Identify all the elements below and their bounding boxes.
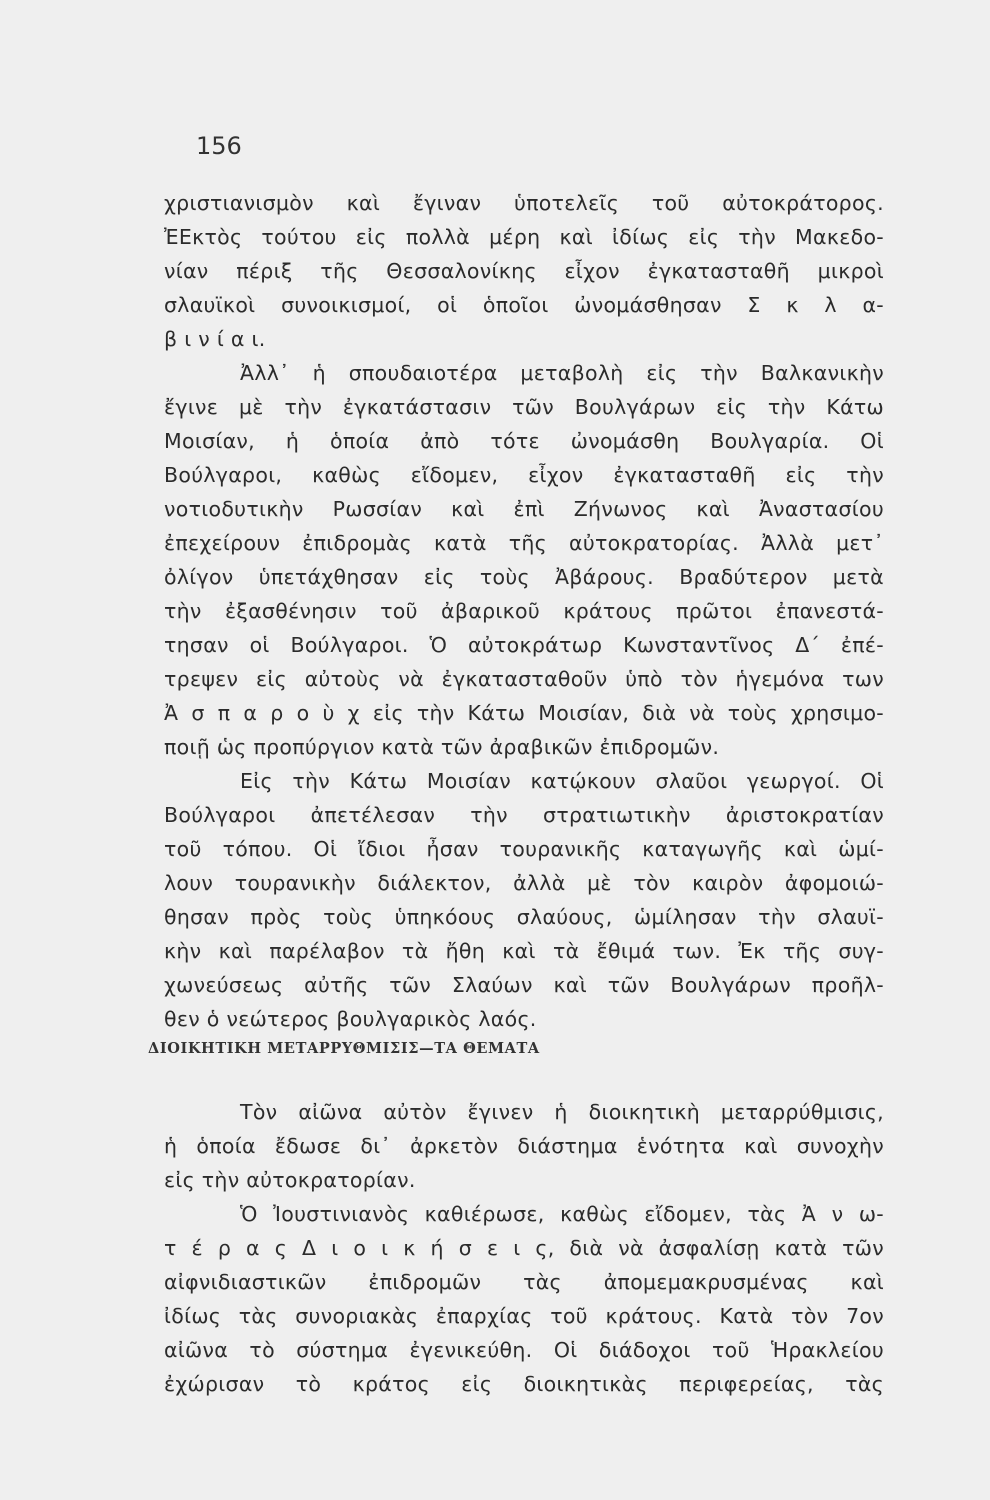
- text-line: κὴν καὶ παρέλαβον τὰ ἤθη καὶ τὰ ἔθιμά των. Ἐκ τῆς συγ-: [164, 939, 884, 963]
- text-line: ἡ ὁποία ἔδωσε δι᾿ ἀρκετὸν διάστημα ἑνότητα καὶ συνοχὴν: [164, 1134, 884, 1158]
- text-line: ποιῇ ὡς προπύργιον κατὰ τῶν ἀραβικῶν ἐπιδρομῶν.: [164, 735, 720, 759]
- text-line: τησαν οἱ Βούλγαροι. Ὁ αὐτοκράτωρ Κωνσταντῖνος Δ΄ ἐπέ-: [164, 633, 884, 657]
- page-number: 156: [196, 132, 242, 160]
- text-line: νοτιοδυτικὴν Ρωσσίαν καὶ ἐπὶ Ζήνωνος καὶ Ἀναστασίου: [164, 497, 884, 521]
- text-line: Μοισίαν, ἡ ὁποία ἀπὸ τότε ὠνομάσθη Βουλγαρία. Οἱ: [164, 429, 884, 453]
- text-line: νίαν πέριξ τῆς Θεσσαλονίκης εἶχον ἐγκατασταθῆ μικροὶ: [164, 259, 884, 283]
- text-line: ἘΕκτὸς τούτου εἰς πολλὰ μέρη καὶ ἰδίως εἰς τὴν Μακεδο-: [164, 225, 884, 249]
- text-line: Εἰς τὴν Κάτω Μοισίαν κατῴκουν σλαῦοι γεωργοί. Οἱ: [240, 769, 884, 793]
- text-line: τ έ ρ α ς Δ ι ο ι κ ή σ ε ι ς, διὰ νὰ ἀσφαλίσῃ κατὰ τῶν: [164, 1236, 884, 1260]
- text-line: χωνεύσεως αὐτῆς τῶν Σλαύων καὶ τῶν Βουλγάρων προῆλ-: [164, 973, 884, 997]
- text-line: τοῦ τόπου. Οἱ ἴδιοι ἦσαν τουρανικῆς καταγωγῆς καὶ ὡμί-: [164, 837, 884, 861]
- text-line: αἰῶνα τὸ σύστημα ἐγενικεύθη. Οἱ διάδοχοι τοῦ Ἡρακλείου: [164, 1338, 884, 1362]
- text-line: θεν ὁ νεώτερος βουλγαρικὸς λαός.: [164, 1007, 537, 1031]
- text-line: τρεψεν εἰς αὐτοὺς νὰ ἐγκατασταθοῦν ὑπὸ τὸν ἡγεμόνα των: [164, 667, 884, 691]
- text-line: Βούλγαροι ἀπετέλεσαν τὴν στρατιωτικὴν ἀριστοκρατίαν: [164, 803, 884, 827]
- text-line: ἐπεχείρουν ἐπιδρομὰς κατὰ τῆς αὐτοκρατορίας. Ἀλλὰ μετ᾿: [164, 531, 884, 555]
- text-line: Ἀ σ π α ρ ο ὺ χ εἰς τὴν Κάτω Μοισίαν, διὰ νὰ τοὺς χρησιμο-: [164, 701, 884, 725]
- text-line: χριστιανισμὸν καὶ ἔγιναν ὑποτελεῖς τοῦ αὐτοκράτορος.: [164, 191, 884, 215]
- second-text-block: [164, 1095, 884, 1401]
- text-line: β ι ν ί α ι.: [164, 327, 266, 351]
- text-line: Ὁ Ἰουστινιανὸς καθιέρωσε, καθὼς εἴδομεν, τὰς Ἀ ν ω-: [240, 1202, 884, 1226]
- text-line: ἐχώρισαν τὸ κράτος εἰς διοικητικὰς περιφερείας, τὰς: [164, 1372, 884, 1396]
- main-text-block: [164, 186, 884, 1036]
- text-line: ὀλίγον ὑπετάχθησαν εἰς τοὺς Ἀβάρους. Βραδύτερον μετὰ: [164, 565, 884, 589]
- text-line: λουν τουρανικὴν διάλεκτον, ἀλλὰ μὲ τὸν καιρὸν ἀφομοιώ-: [164, 871, 884, 895]
- text-line: Βούλγαροι, καθὼς εἴδομεν, εἶχον ἐγκατασταθῆ εἰς τὴν: [164, 463, 884, 487]
- text-line: εἰς τὴν αὐτοκρατορίαν.: [164, 1168, 416, 1192]
- section-heading: ΔΙΟΙΚΗΤΙΚΗ ΜΕΤΑΡΡΥΘΜΙΣΙΣ—ΤΑ ΘΕΜΑΤΑ: [148, 1040, 540, 1057]
- text-line: Ἀλλ᾿ ἡ σπουδαιοτέρα μεταβολὴ εἰς τὴν Βαλκανικὴν: [240, 361, 884, 385]
- text-line: Τὸν αἰῶνα αὐτὸν ἔγινεν ἡ διοικητικὴ μεταρρύθμισις,: [240, 1100, 884, 1124]
- text-line: αἰφνιδιαστικῶν ἐπιδρομῶν τὰς ἀπομεμακρυσμένας καὶ: [164, 1270, 884, 1294]
- text-line: θησαν πρὸς τοὺς ὑπηκόους σλαύους, ὡμίλησαν τὴν σλαυϊ-: [164, 905, 884, 929]
- text-line: σλαυϊκοὶ συνοικισμοί, οἱ ὁποῖοι ὠνομάσθησαν Σ κ λ α-: [164, 293, 884, 317]
- text-line: τὴν ἐξασθένησιν τοῦ ἀβαρικοῦ κράτους πρῶτοι ἐπανεστά-: [164, 599, 884, 623]
- text-line: ἰδίως τὰς συνοριακὰς ἐπαρχίας τοῦ κράτους. Κατὰ τὸν 7ον: [164, 1304, 884, 1328]
- text-line: ἔγινε μὲ τὴν ἐγκατάστασιν τῶν Βουλγάρων εἰς τὴν Κάτω: [164, 395, 884, 419]
